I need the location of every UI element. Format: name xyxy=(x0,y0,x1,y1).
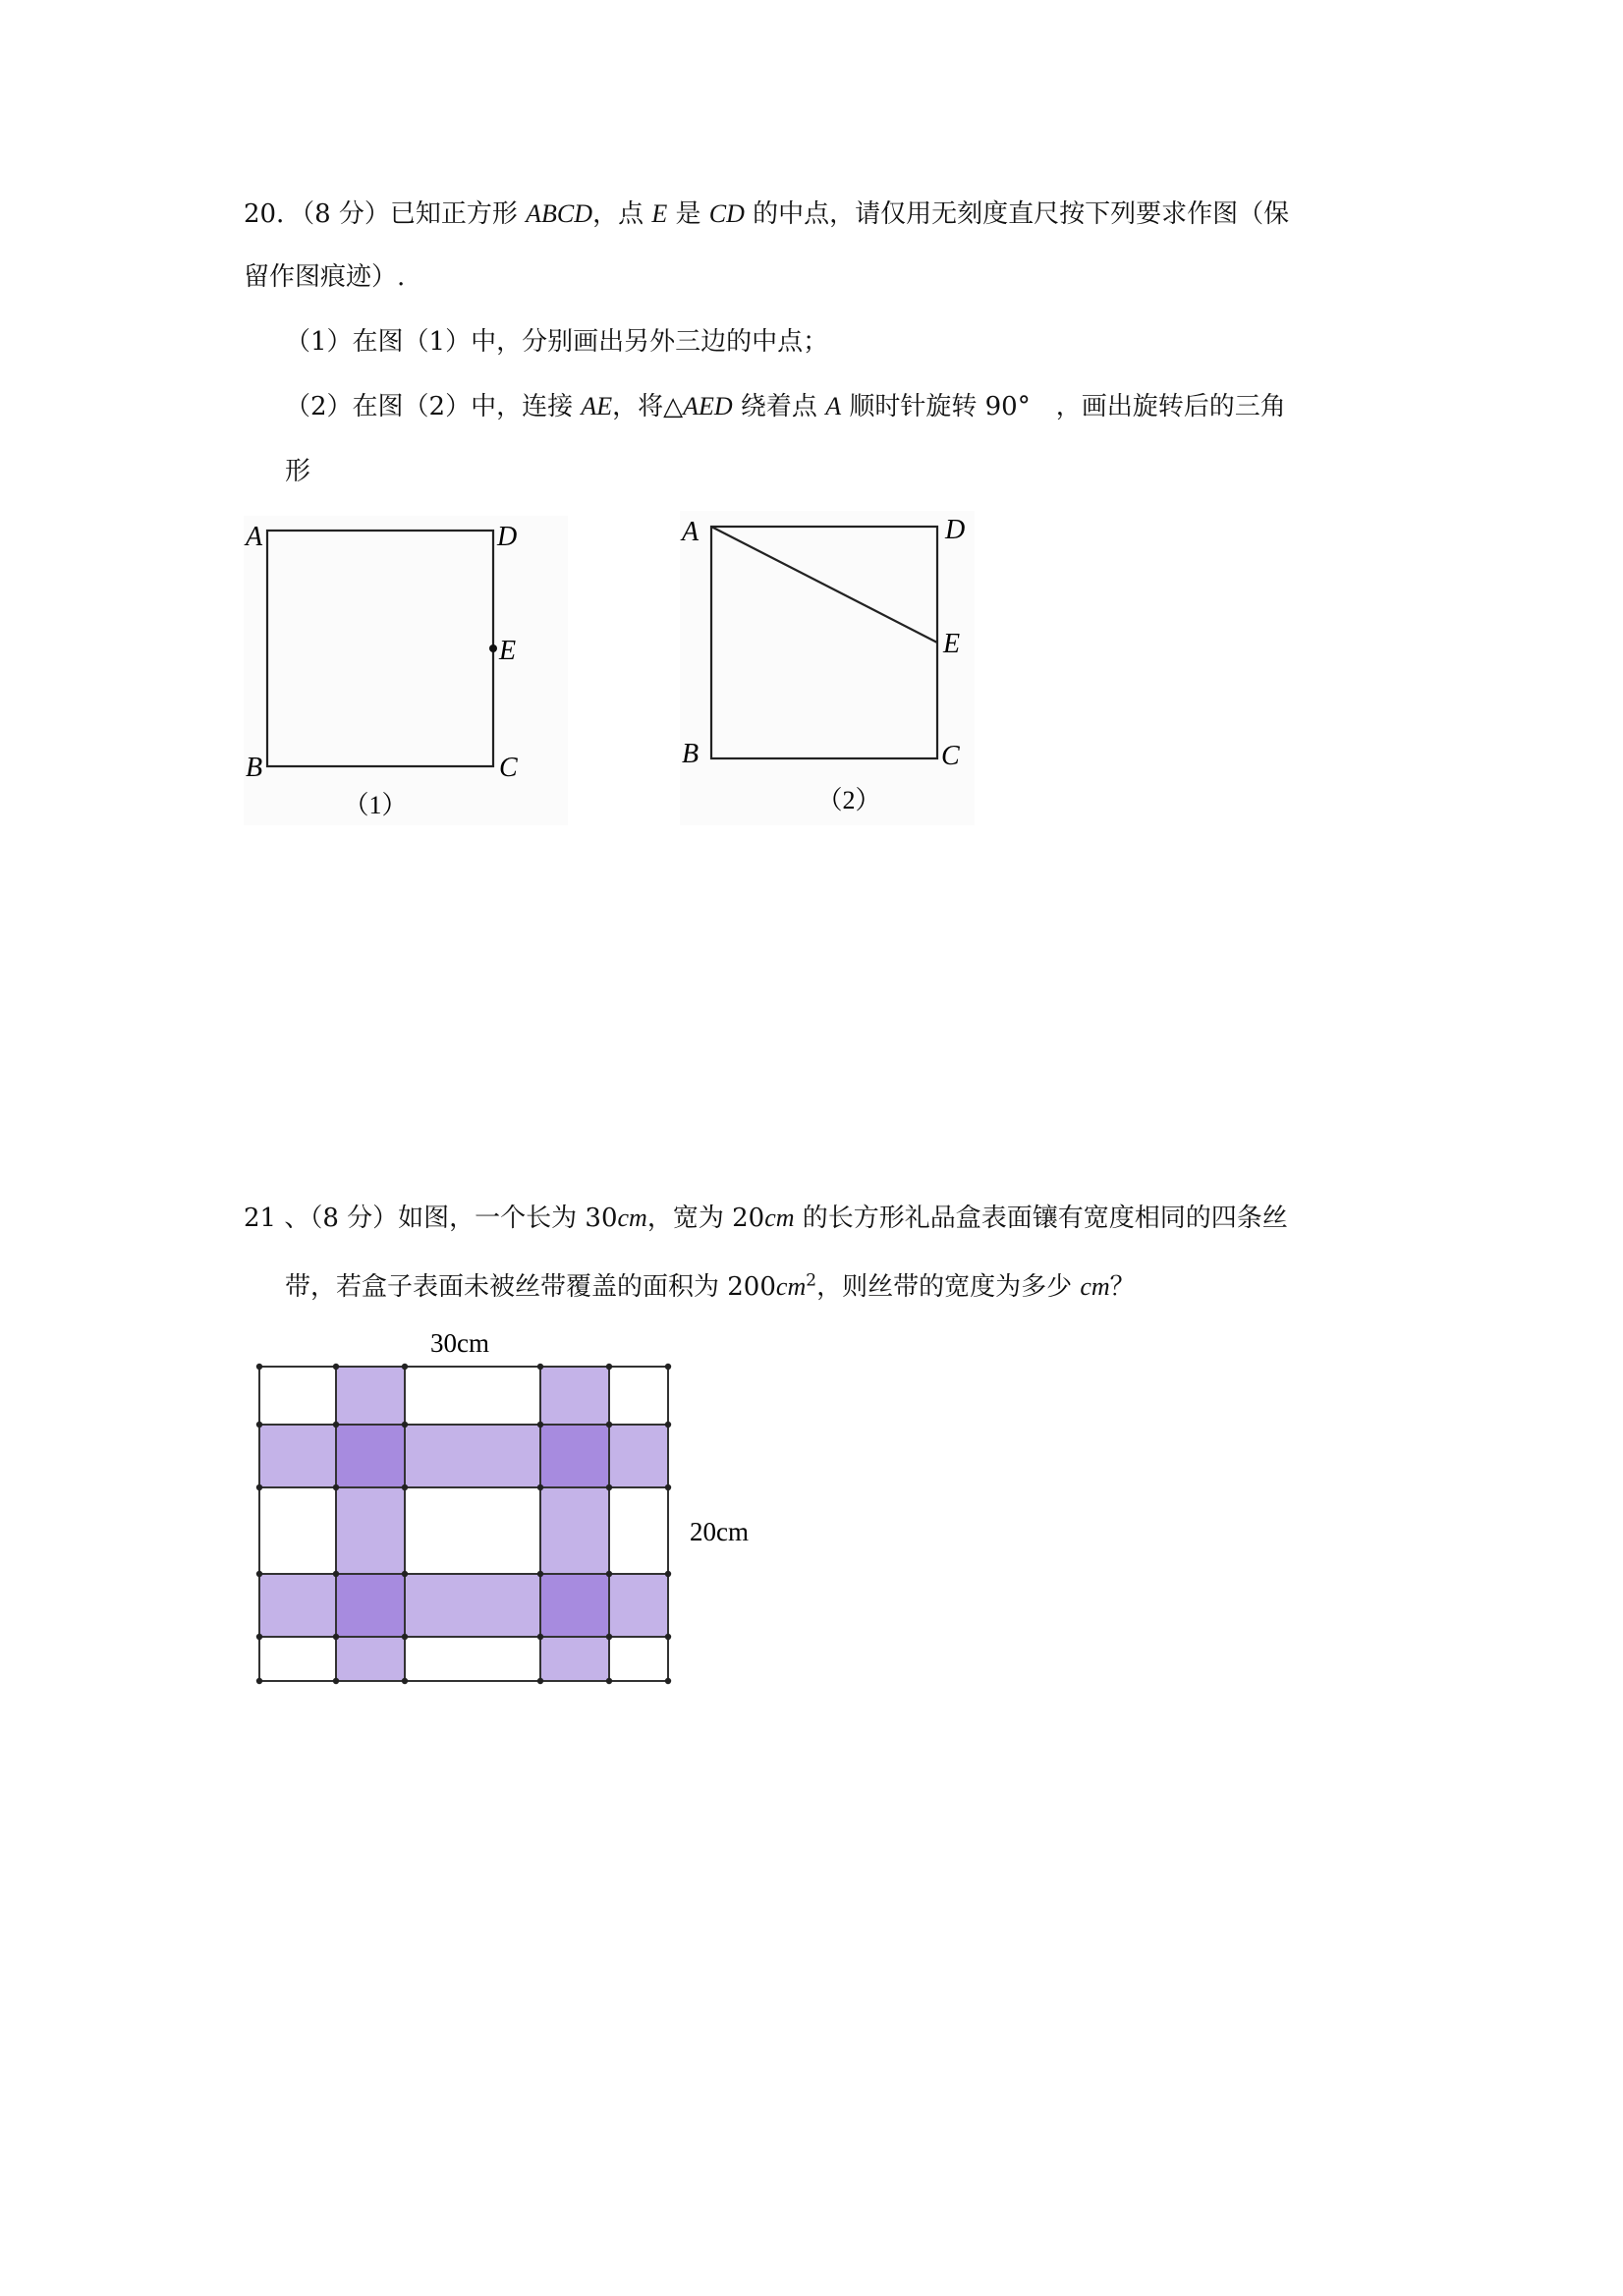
ribbon-overlap xyxy=(540,1574,609,1637)
grid-dot xyxy=(665,1484,671,1490)
grid-dot xyxy=(333,1634,339,1640)
q21-number: 21 、（8 分） xyxy=(244,1204,399,1233)
fig1-label-e: E xyxy=(499,636,517,666)
q20-line2: 留作图痕迹）. xyxy=(244,262,406,292)
grid-dot xyxy=(402,1484,408,1490)
grid-dot xyxy=(537,1484,543,1490)
grid-dot xyxy=(333,1422,339,1428)
grid-dot xyxy=(333,1678,339,1684)
q21-line2: 带，若盒子表面未被丝带覆盖的面积为 $200cm^2$，则丝带的宽度为多少 cm？ xyxy=(285,1270,1136,1302)
grid-dot xyxy=(256,1422,262,1428)
grid-dot xyxy=(333,1484,339,1490)
grid-dot xyxy=(333,1364,339,1370)
fig1-caption: （1） xyxy=(343,791,408,819)
fig1-label-d: D xyxy=(497,522,518,552)
grid-dot xyxy=(333,1571,339,1577)
q20-sub2-line2: 形 xyxy=(285,457,311,486)
grid-dot xyxy=(402,1571,408,1577)
grid-dot xyxy=(665,1634,671,1640)
ribbon-overlap xyxy=(336,1574,405,1637)
q21-line1: 21 、（8 分）如图，一个长为 30cm，宽为 20cm 的长方形礼品盒表面镶有宽度相同的四条丝 xyxy=(244,1204,1288,1233)
fig2-label-d: D xyxy=(945,515,966,545)
grid-dot xyxy=(402,1422,408,1428)
fig2-label-c: C xyxy=(941,741,960,771)
ribbon-overlap xyxy=(540,1425,609,1487)
q20-sub1: （1）在图（1）中，分别画出另外三边的中点； xyxy=(285,327,829,357)
grid-dot xyxy=(402,1678,408,1684)
grid-dot xyxy=(606,1678,612,1684)
grid-dot xyxy=(606,1364,612,1370)
fig1-point-e xyxy=(489,644,497,652)
grid-dot xyxy=(402,1634,408,1640)
ribbon-overlap xyxy=(336,1425,405,1487)
grid-dot xyxy=(665,1678,671,1684)
grid-dot xyxy=(256,1364,262,1370)
grid-dot xyxy=(537,1422,543,1428)
grid-dot xyxy=(665,1422,671,1428)
grid-dot xyxy=(402,1364,408,1370)
fig1-label-b: B xyxy=(246,753,263,783)
q20-number: 20．（8 分） xyxy=(244,199,390,229)
grid-dot xyxy=(606,1484,612,1490)
grid-dot xyxy=(537,1634,543,1640)
fig2-caption: （2） xyxy=(816,786,881,814)
grid-dot xyxy=(256,1571,262,1577)
q20-line1: 20．（8 分）已知正方形 ABCD，点 E 是 CD 的中点，请仅用无刻度直尺按下列要求作图（保 xyxy=(244,199,1290,229)
grid-dot xyxy=(256,1634,262,1640)
label-30cm: 30cm xyxy=(430,1328,489,1358)
figure-1 xyxy=(244,516,568,829)
grid-dot xyxy=(606,1634,612,1640)
label-20cm: 20cm xyxy=(690,1517,749,1546)
figure-2 xyxy=(680,511,975,829)
grid-dot xyxy=(606,1422,612,1428)
fig2-label-e: E xyxy=(943,629,961,659)
fig1-label-c: C xyxy=(499,753,518,783)
grid-dot xyxy=(537,1678,543,1684)
fig1-label-a: A xyxy=(246,522,263,552)
grid-dot xyxy=(665,1571,671,1577)
grid-dot xyxy=(256,1484,262,1490)
grid-dot xyxy=(537,1364,543,1370)
grid-dot xyxy=(537,1571,543,1577)
grid-dot xyxy=(606,1571,612,1577)
grid-dot xyxy=(256,1678,262,1684)
ribbon-box-figure xyxy=(246,1321,776,1699)
fig2-label-b: B xyxy=(682,739,700,769)
grid-dot xyxy=(665,1364,671,1370)
q20-sub2: （2）在图（2）中，连接 AE，将△AED 绕着点 A 顺时针旋转 90° ，画出旋转后的三角 xyxy=(285,392,1286,421)
fig2-label-a: A xyxy=(682,517,700,547)
